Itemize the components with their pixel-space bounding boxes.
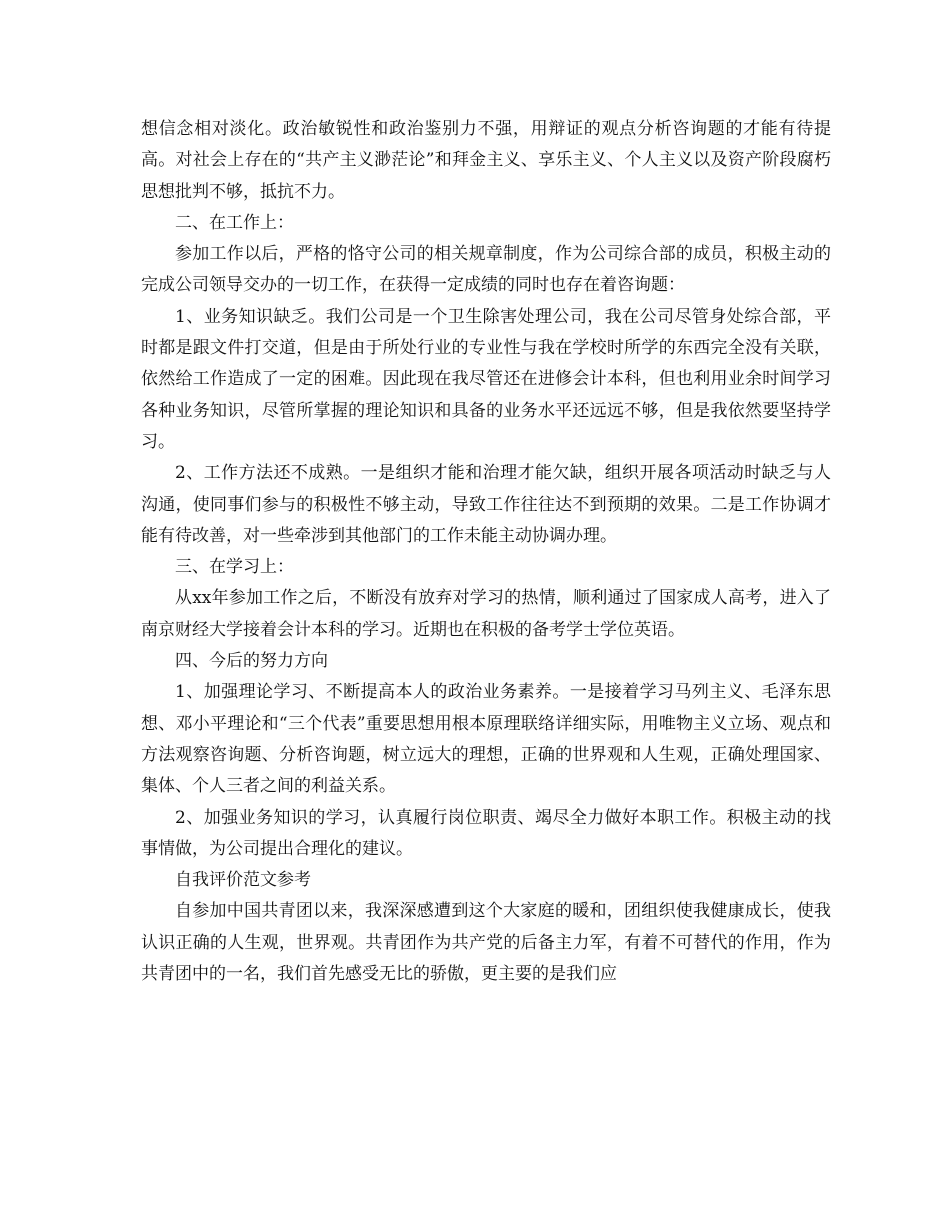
- document-body: [141, 114, 831, 990]
- paragraph-work-intro: 参加工作以后，严格的恪守公司的相关规章制度，作为公司综合部的成员，积极主动的完成公司领导交办的一切工作，在获得一定成绩的同时也存在着咨询题：: [141, 244, 831, 296]
- paragraph-study: 从xx年参加工作之后，不断没有放弃对学习的热情，顺利通过了国家成人高考，进入了南京财经大学接着会计本科的学习。近期也在积极的备考学士学位英语。: [141, 588, 831, 640]
- section-heading-study: 三、在学习上：: [175, 557, 294, 578]
- section-heading-self-evaluation: 自我评价范文参考: [175, 870, 311, 891]
- paragraph-work-item-1: 1、业务知识缺乏。我们公司是一个卫生除害处理公司，我在公司尽管身处综合部，平时都是跟文件打交道，但是由于所处行业的专业性与我在学校时所学的东西完全没有关联，依然给工作造成了一定的困难。因此现在我尽管还在进修会计本科，但也利用业余时间学习各种业务知识，尽管所掌握的理论知识和具备的业务水平还远远不够，但是我依然要坚持学习。: [141, 306, 831, 452]
- section-heading-future: 四、今后的努力方向: [175, 651, 328, 672]
- paragraph-continuation: 想信念相对淡化。政治敏锐性和政治鉴别力不强，用辩证的观点分析咨询题的才能有待提高。对社会上存在的“共产主义渺茫论”和拜金主义、享乐主义、个人主义以及资产阶段腐朽思想批判不够，抵抗不力。: [141, 119, 831, 202]
- paragraph-work-item-2: 2、工作方法还不成熟。一是组织才能和治理才能欠缺，组织开展各项活动时缺乏与人沟通，使同事们参与的积极性不够主动，导致工作往往达不到预期的效果。二是工作协调才能有待改善，对一些牵涉到其他部门的工作未能主动协调办理。: [141, 463, 831, 546]
- paragraph-future-item-2: 2、加强业务知识的学习，认真履行岗位职责、竭尽全力做好本职工作。积极主动的找事情做，为公司提出合理化的建议。: [141, 807, 831, 859]
- paragraph-future-item-1: 1、加强理论学习、不断提高本人的政治业务素养。一是接着学习马列主义、毛泽东思想、邓小平理论和“三个代表”重要思想用根本原理联络详细实际，用唯物主义立场、观点和方法观察咨询题、分析咨询题，树立远大的理想，正确的世界观和人生观，正确处理国家、集体、个人三者之间的利益关系。: [141, 682, 831, 797]
- paragraph-self-evaluation: 自参加中国共青团以来，我深深感遭到这个大家庭的暖和，团组织使我健康成长，使我认识正确的人生观，世界观。共青团作为共产党的后备主力军，有着不可替代的作用，作为共青团中的一名，我们首先感受无比的骄傲，更主要的是我们应: [141, 901, 831, 985]
- section-heading-work: 二、在工作上：: [175, 212, 294, 233]
